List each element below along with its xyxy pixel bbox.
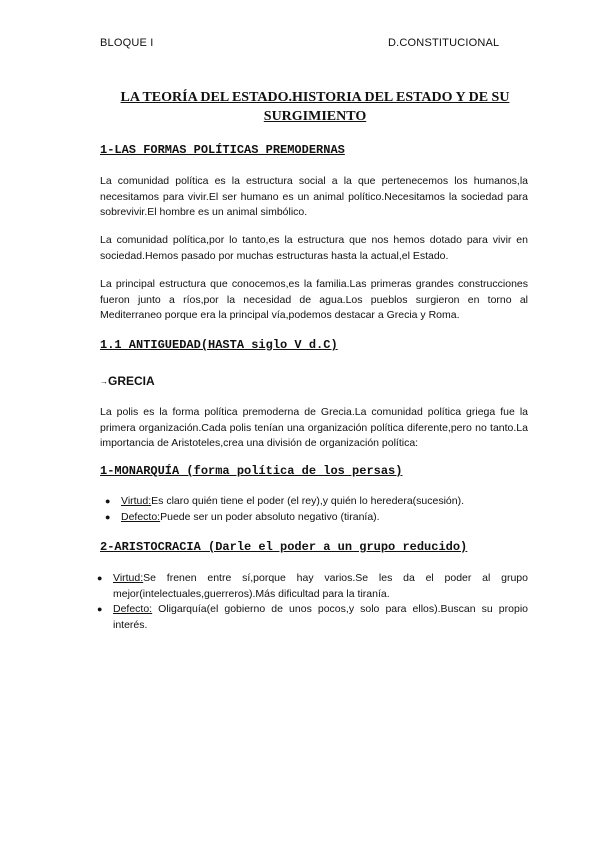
list-item [97,602,528,633]
item-label: Virtud: [113,572,144,584]
subheading-grecia [100,374,155,388]
item-label: Virtud: [121,495,152,507]
header-left: BLOQUE I [100,37,154,49]
section-heading-monarquia: 1-MONARQUÍA (forma política de los persas) [100,464,403,478]
monarquia-list [105,494,531,525]
list-item [97,571,528,602]
paragraph-comunidad-politica: La comunidad política es la estructura social a la que pertenecemos los humanos,la necesitamos para vivir.El ser humano es un animal político.Necesitamos la sociedad para sobrevivir.El hombre es un animal simbólico. [100,175,528,218]
paragraph-familia: La principal estructura que conocemos,es la familia.Las primeras grandes construcciones fueron junto a ríos,por la necesidad de agua.Los pueblos surgieron en torno al Mediterraneo porque era la principal vía,podemos destacar a Grecia y Roma. [100,278,528,321]
paragraph-polis: La polis es la forma política premoderna de Grecia.La comunidad política griega fue la primera organización.Cada polis tenían una organización política diferente,pero no tanto.La importancia de Aristoteles,crea una división de organización política: [100,406,528,449]
aristocracia-list [97,571,528,633]
section-heading-formas-politicas: 1-LAS FORMAS POLÍTICAS PREMODERNAS [100,143,345,157]
arrow-icon: → [100,377,108,386]
item-text: Puede ser un poder absoluto negativo (tiranía). [160,510,380,523]
section-heading-aristocracia: 2-ARISTOCRACIA (Darle el poder a un grupo reducido) [100,540,468,554]
item-text: Es claro quién tiene el poder (el rey),y quién lo heredera(sucesión). [151,495,465,507]
item-label: Defecto: [121,510,161,523]
item-text: Se frenen entre sí,porque hay varios.Se les da el poder al grupo mejor(intelectuales,guerreros).Más dificultad para la tiranía. [113,572,528,600]
paragraph-estructura: La comunidad política,por lo tanto,es la estructura que nos hemos dotado para vivir en sociedad.Hemos pasado por muchas estructuras hasta la actual,el Estado. [100,234,528,262]
document-title: LA TEORÍA DEL ESTADO.HISTORIA DEL ESTADO Y DE SU SURGIMIENTO [120,90,510,124]
item-text: Oligarquía(el gobierno de unos pocos,y solo para ellos).Buscan su propio interés. [113,603,528,631]
bullet-icon: ● [97,604,103,614]
bullet-icon: ● [105,496,111,506]
bullet-icon: ● [105,511,111,522]
item-label: Defecto: [113,603,153,615]
list-item [105,510,531,526]
list-item [105,494,531,510]
subheading-grecia-label: GRECIA [108,374,155,388]
bullet-icon: ● [97,573,103,583]
header-right: D.CONSTITUCIONAL [388,37,500,49]
section-heading-antiguedad: 1.1 ANTIGUEDAD(HASTA siglo V d.C) [100,338,338,352]
